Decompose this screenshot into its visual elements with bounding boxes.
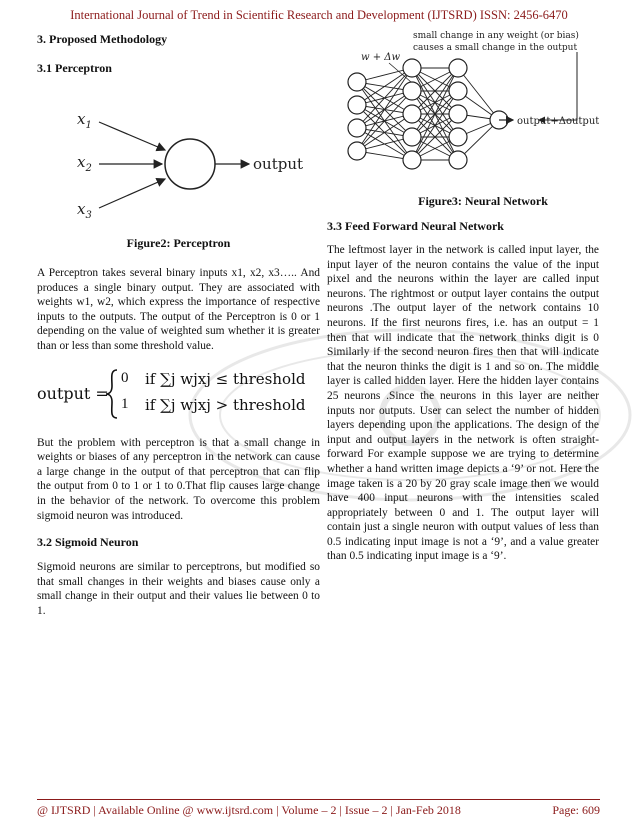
- formula-case1-condition: if ∑j wjxj > threshold: [145, 395, 306, 414]
- hidden-neuron: [449, 82, 467, 100]
- left-column: [37, 30, 320, 619]
- input-neuron: [348, 142, 366, 160]
- hidden-neuron: [449, 105, 467, 123]
- page-footer: [37, 799, 600, 818]
- input-neuron: [348, 73, 366, 91]
- formula-case0-condition: if ∑j wjxj ≤ threshold: [145, 369, 306, 388]
- formula-case0-value: 0: [121, 369, 129, 386]
- journal-header: International Journal of Trend in Scientific Research and Development (IJTSRD) ISSN: 2456-6470: [70, 8, 568, 22]
- figure-2-caption: Figure2: Perceptron: [126, 236, 231, 250]
- hidden-neuron: [449, 59, 467, 77]
- page-number: Page: 609: [552, 803, 600, 817]
- perceptron-input-x2: $x_2$: [77, 153, 92, 174]
- footer-info: @ IJTSRD | Available Online @ www.ijtsrd.com | Volume – 2 | Issue – 2 | Jan-Feb 2018: [37, 803, 461, 817]
- annotation-arrow: [539, 52, 577, 120]
- weight-change-label: w + Δw: [361, 52, 401, 63]
- sigmoid-paragraph: Sigmoid neurons are similar to perceptrons, but modified so that small changes in their weights and biases cause only a small change in their output and their values lie between 0 to 1.: [37, 561, 320, 617]
- section-3-2-title: 3.2 Sigmoid Neuron: [37, 535, 139, 550]
- annotation-line-2: causes a small change in the output: [413, 43, 578, 53]
- network-edge: [357, 91, 412, 151]
- perceptron-formula: [37, 364, 320, 424]
- input-neuron: [348, 96, 366, 114]
- hidden-neuron: [449, 128, 467, 146]
- hidden-neuron: [403, 105, 421, 123]
- section-3-title: 3. Proposed Methodology: [37, 32, 168, 46]
- formula-lhs: output =: [37, 383, 109, 403]
- perceptron-paragraph: A Perceptron takes several binary inputs x1, x2, x3….. And produces a single binary output. They are associated with weights w1, w2, which express the importance of respective inputs to the outputs. The output of the Perceptron is 0 or 1 depending on the value of weighted sum whether it is greater than or less than some threshold value.: [37, 267, 320, 352]
- network-edge: [357, 68, 412, 128]
- perceptron-edge-x3: [99, 179, 165, 208]
- hidden-neuron: [403, 128, 421, 146]
- section-3-3-title: 3.3 Feed Forward Neural Network: [327, 219, 504, 233]
- hidden-neuron: [403, 82, 421, 100]
- input-neuron: [348, 119, 366, 137]
- feed-forward-paragraph: The leftmost layer in the network is called input layer, the input layer of the neuron contains the value of the input pixel and the neurons within the layer are called input neurons. The rightmost or output layer contains the output neurons .The output layer of the network contains 10 neurons. If the first neurons fires, i.e. has an output = 1 then that will indicate that the network thinks digit is 0 Similarly if the second neuron fires then that will indicate that the neuron thinks the digit is 1 and so on. The middle layer is called hidden layer. Here the hidden layer contains 25 neurons .Since the neurons in this layer are neither inputs nor outputs. User can select the number of hidden layers depending upon the applications. The design of the input and output layers in the network is often straight-forward For example suppose we are trying to determine whether a hand written image depicts a ‘9’ or not. Here the image taken is a 20 by 20 gray scale image then we would have 400 input neurons with the intensities scaled appropriately between 0 and 1. The output layer will contain just a single neuron with output values of less than 0.5 indicating input image is not a ‘9’, and a value greater than 0.5 indicating input image is a ‘9’.: [327, 244, 599, 563]
- hidden-neuron: [403, 151, 421, 169]
- network-output-label: output+Δoutput: [517, 116, 599, 127]
- section-3-1-title: 3.1 Perceptron: [37, 61, 112, 75]
- perceptron-problem-paragraph: But the problem with perceptron is that a small change in weights or biases of any perceptron in the network can cause a large change in the output of that perceptron that can flip the output from 0 to 1 or 1 to 0.That flip causes large change in the behavior of the network. To overcome this problem sigmoid neuron was introduced.: [37, 436, 320, 522]
- neural-network-diagram: [327, 30, 599, 180]
- perceptron-output-label: output: [253, 155, 304, 173]
- perceptron-input-x1: $x_1$: [77, 110, 92, 131]
- perceptron-edge-x1: [99, 122, 165, 150]
- hidden-neuron: [449, 151, 467, 169]
- perceptron-diagram: [37, 84, 320, 224]
- formula-brace: [105, 368, 119, 420]
- hidden-neuron: [403, 59, 421, 77]
- annotation-line-1: small change in any weight (or bias): [413, 31, 579, 41]
- formula-case1-value: 1: [121, 395, 129, 412]
- right-column: [327, 30, 599, 564]
- figure-3-caption: Figure3: Neural Network: [418, 194, 548, 208]
- perceptron-neuron: [165, 139, 215, 189]
- perceptron-input-x3: $x_3$: [77, 200, 92, 221]
